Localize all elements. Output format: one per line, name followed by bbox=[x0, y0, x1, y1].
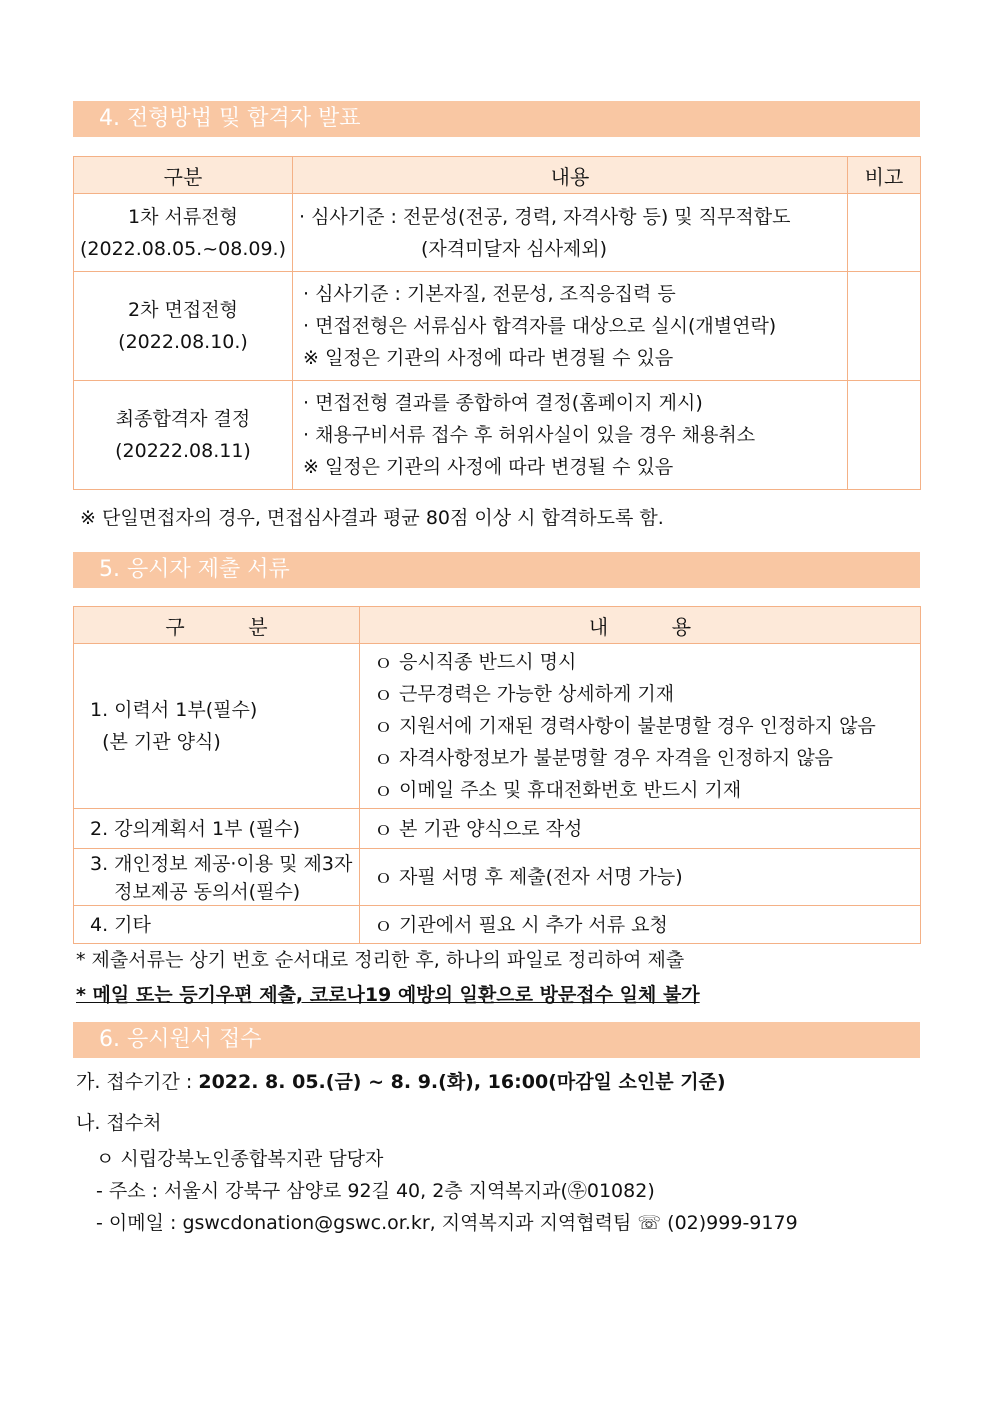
table-row bbox=[74, 849, 921, 906]
period-label: 가. 접수기간 : bbox=[76, 1071, 199, 1093]
header-category: 구분 bbox=[74, 157, 293, 194]
content-line: · 심사기준 : 기본자질, 전문성, 조직응집력 등 bbox=[303, 283, 676, 305]
table-row bbox=[74, 809, 921, 849]
remarks-cell bbox=[848, 381, 921, 490]
content-line: · 채용구비서류 접수 후 허위사실이 있을 경우 채용취소 bbox=[303, 424, 756, 446]
section-6-title: 6. 응시원서 접수 bbox=[73, 1022, 920, 1058]
table-row bbox=[74, 644, 921, 809]
submission-method-note: * 메일 또는 등기우편 제출, 코로나19 예방의 일환으로 방문접수 일체 불가 bbox=[76, 984, 700, 1006]
content-cell bbox=[293, 381, 848, 490]
document-name: 4. 기타 bbox=[90, 913, 151, 936]
selection-table bbox=[73, 156, 921, 490]
table-header-row bbox=[74, 607, 921, 644]
content-line: ｏ 이메일 주소 및 휴대전화번호 반드시 기재 bbox=[374, 779, 742, 801]
content-cell bbox=[360, 849, 921, 906]
content-line: ｏ 자필 서명 후 제출(전자 서명 가능) bbox=[374, 866, 683, 888]
table-row bbox=[74, 272, 921, 381]
section-4-title: 4. 전형방법 및 합격자 발표 bbox=[73, 101, 920, 137]
document-cell bbox=[74, 906, 360, 944]
document-cell bbox=[74, 849, 360, 906]
stage-cell bbox=[74, 272, 293, 381]
table-header-row bbox=[74, 157, 921, 194]
stage-cell bbox=[74, 194, 293, 272]
content-line: (자격미달자 심사제외) bbox=[421, 237, 608, 260]
application-place-label: 나. 접수처 bbox=[76, 1112, 162, 1134]
content-cell bbox=[360, 809, 921, 849]
section-5-title: 5. 응시자 제출 서류 bbox=[73, 552, 920, 588]
header-remarks: 비고 bbox=[848, 157, 921, 194]
document-name-cont: 정보제공 동의서(필수) bbox=[90, 881, 301, 903]
single-interview-note: ※ 단일면접자의 경우, 면접심사결과 평균 80점 이상 시 합격하도록 함. bbox=[80, 507, 664, 529]
contact-email: - 이메일 : gswcdonation@gswc.or.kr, 지역복지과 지역협력팀 ☏ (02)999-9179 bbox=[96, 1212, 798, 1234]
content-line: ｏ 자격사항정보가 불분명할 경우 자격을 인정하지 않음 bbox=[374, 747, 834, 769]
organization: ㅇ 시립강북노인종합복지관 담당자 bbox=[96, 1148, 384, 1170]
stage-name: 2차 면접전형 bbox=[128, 299, 238, 321]
table-row bbox=[74, 381, 921, 490]
application-period bbox=[76, 1067, 726, 1094]
document-name: 1. 이력서 1부(필수) bbox=[90, 699, 258, 721]
stage-date: (2022.08.10.) bbox=[118, 331, 248, 353]
header-content: 내 용 bbox=[360, 607, 921, 644]
content-line: ｏ 응시직종 반드시 명시 bbox=[374, 651, 577, 673]
content-cell bbox=[293, 194, 848, 272]
stage-cell bbox=[74, 381, 293, 490]
content-cell bbox=[360, 644, 921, 809]
content-line: ｏ 기관에서 필요 시 추가 서류 요청 bbox=[374, 913, 668, 936]
document-cell bbox=[74, 809, 360, 849]
header-category: 구 분 bbox=[74, 607, 360, 644]
stage-name: 1차 서류전형 bbox=[128, 205, 238, 228]
content-line: ｏ 근무경력은 가능한 상세하게 기재 bbox=[374, 683, 675, 705]
stage-date: (20222.08.11) bbox=[115, 440, 251, 462]
content-line: ※ 일정은 기관의 사정에 따라 변경될 수 있음 bbox=[303, 347, 674, 369]
content-line: ※ 일정은 기관의 사정에 따라 변경될 수 있음 bbox=[303, 456, 674, 478]
documents-table bbox=[73, 606, 921, 944]
stage-name: 최종합격자 결정 bbox=[115, 408, 251, 430]
content-line: · 면접전형 결과를 종합하여 결정(홈페이지 게시) bbox=[303, 392, 703, 414]
content-line: · 면접전형은 서류심사 합격자를 대상으로 실시(개별연락) bbox=[303, 315, 777, 337]
document-cell bbox=[74, 644, 360, 809]
content-cell bbox=[360, 906, 921, 944]
header-content: 내용 bbox=[293, 157, 848, 194]
table-row bbox=[74, 906, 921, 944]
document-form: (본 기관 양식) bbox=[90, 731, 221, 753]
content-line: ｏ 지원서에 기재된 경력사항이 불분명할 경우 인정하지 않음 bbox=[374, 715, 876, 737]
period-value: 2022. 8. 05.(금) ~ 8. 9.(화), 16:00(마감일 소인분 기준) bbox=[198, 1071, 726, 1093]
remarks-cell bbox=[848, 272, 921, 381]
table-row bbox=[74, 194, 921, 272]
content-line: · 심사기준 : 전문성(전공, 경력, 자격사항 등) 및 직무적합도 bbox=[299, 205, 791, 228]
remarks-cell bbox=[848, 194, 921, 272]
address: - 주소 : 서울시 강북구 삼양로 92길 40, 2층 지역복지과(㉾01082) bbox=[96, 1180, 655, 1202]
document-name: 2. 강의계획서 1부 (필수) bbox=[90, 817, 300, 840]
content-cell bbox=[293, 272, 848, 381]
content-line: ｏ 본 기관 양식으로 작성 bbox=[374, 817, 583, 840]
stage-date: (2022.08.05.~08.09.) bbox=[79, 237, 286, 260]
document-name: 3. 개인정보 제공·이용 및 제3자 bbox=[90, 853, 353, 875]
submission-note: * 제출서류는 상기 번호 순서대로 정리한 후, 하나의 파일로 정리하여 제출 bbox=[76, 949, 685, 971]
